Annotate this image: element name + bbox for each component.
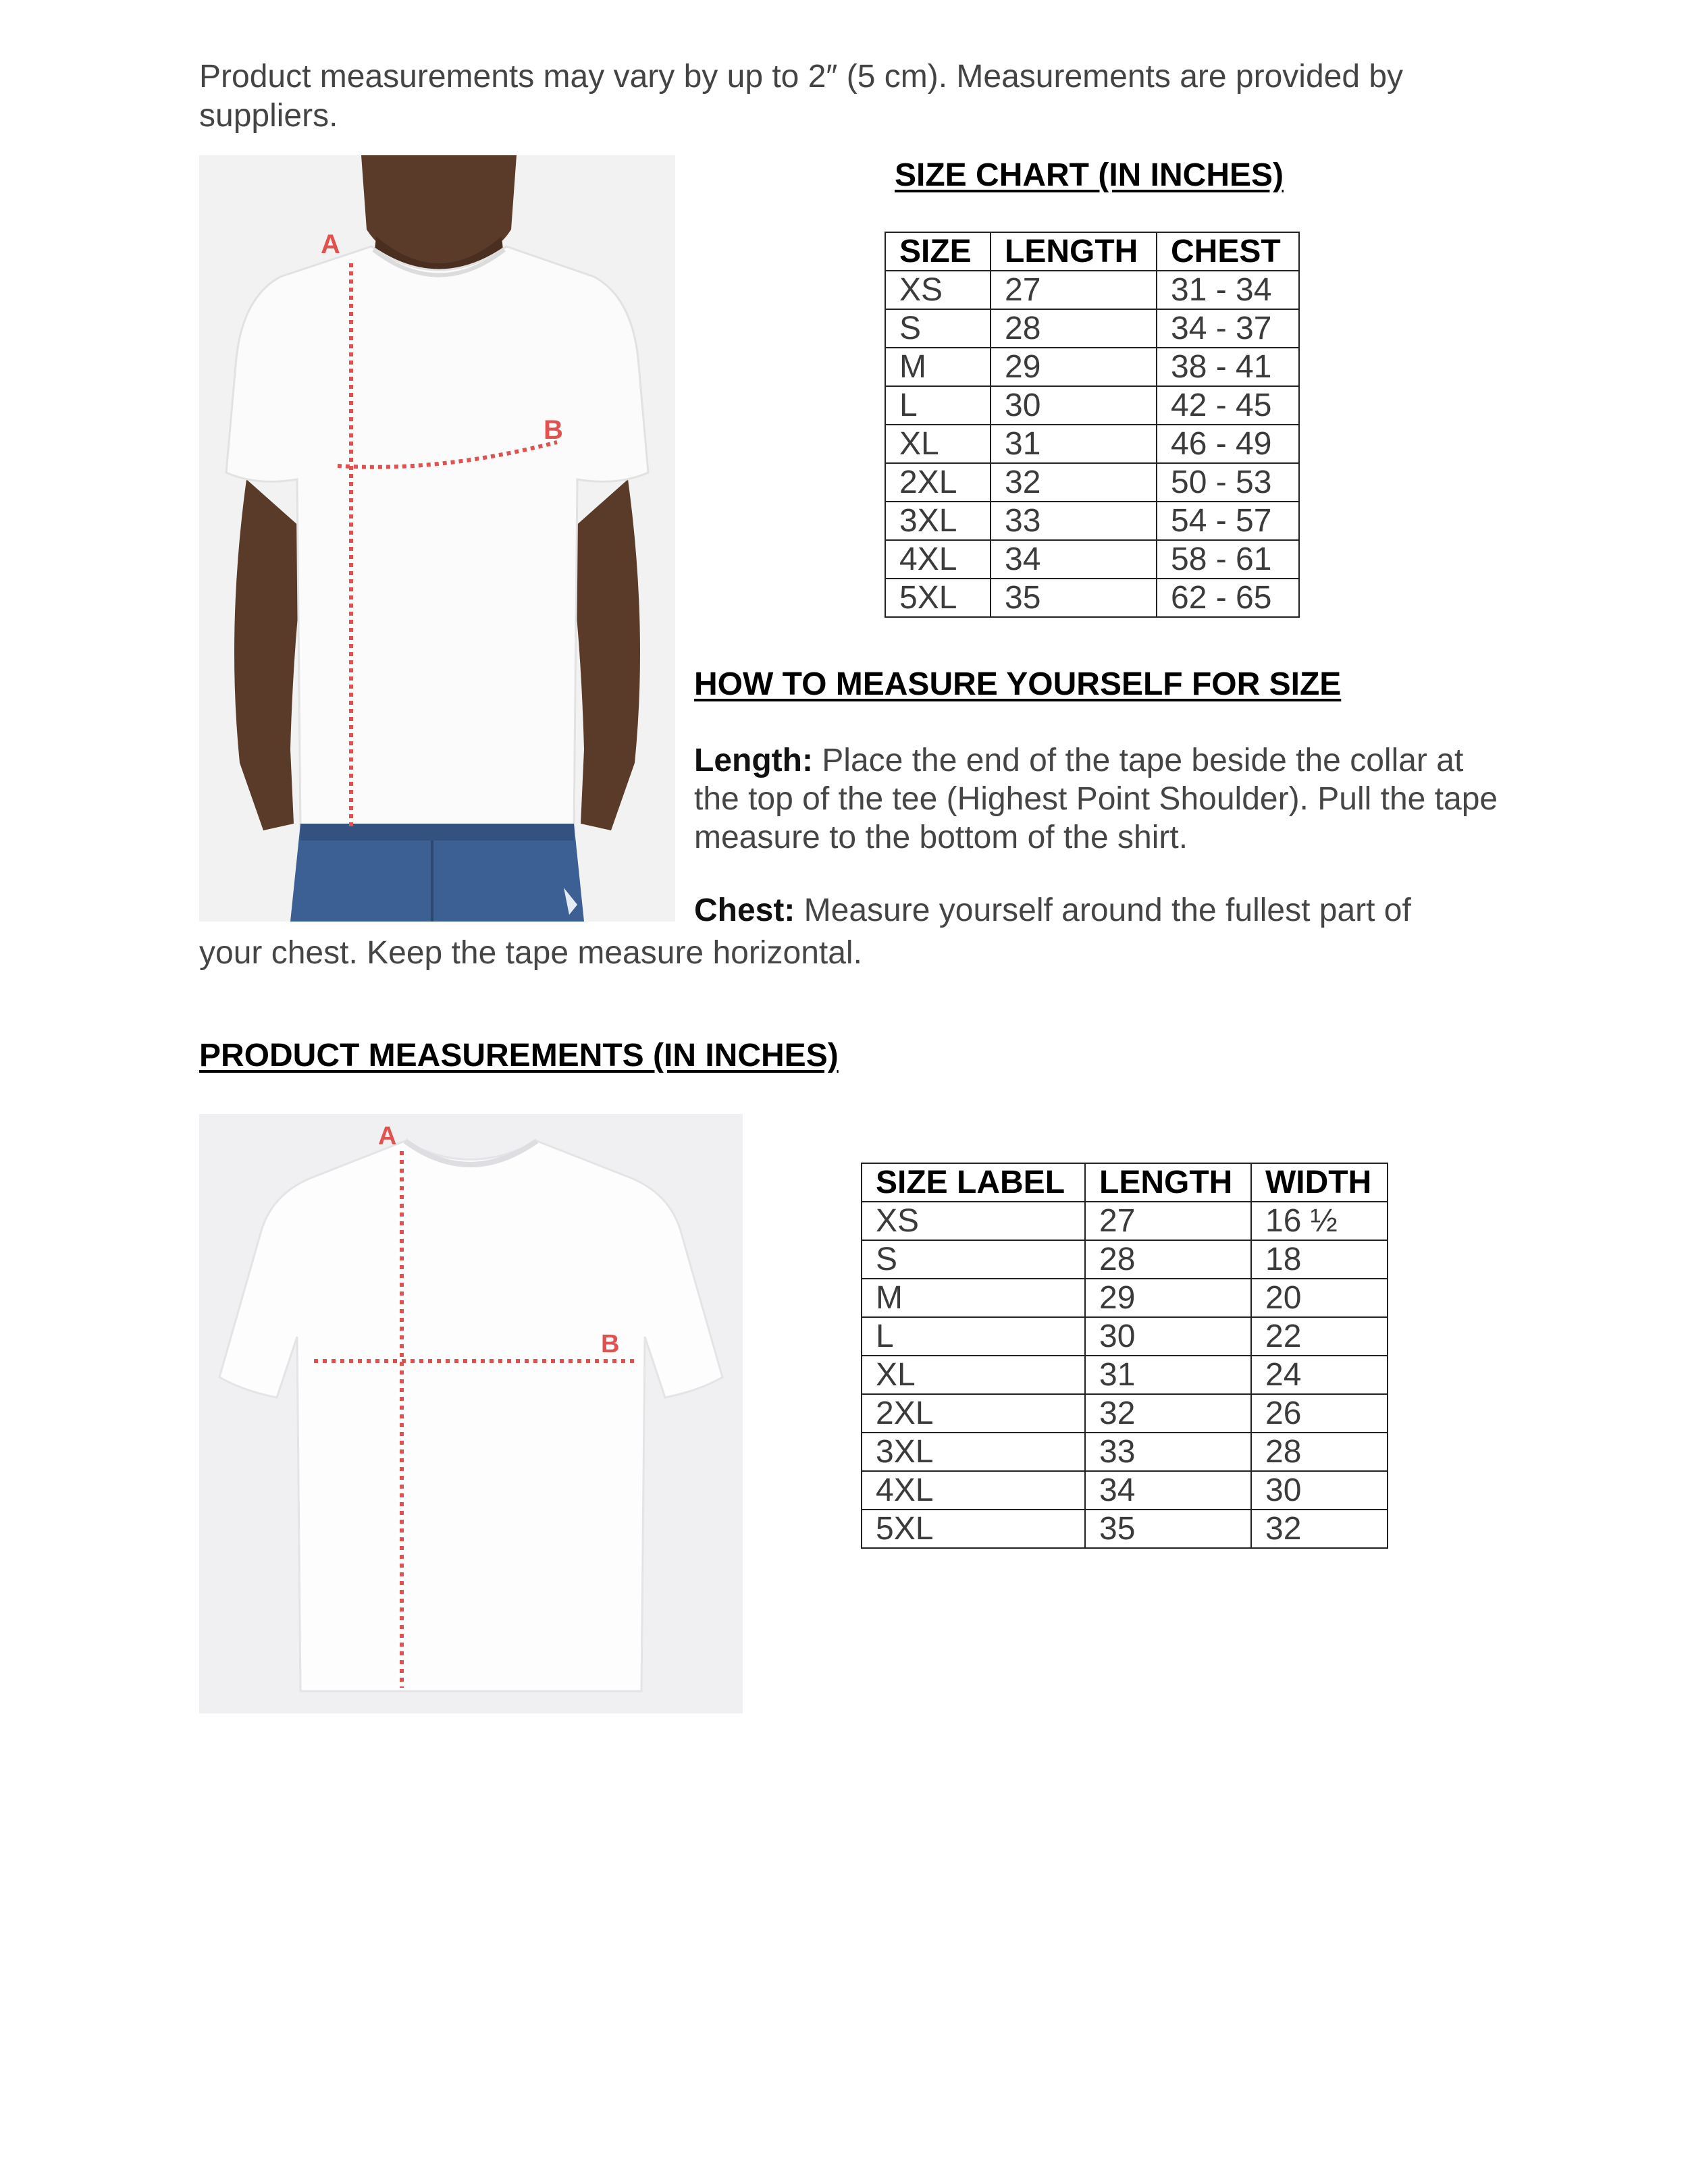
table-cell: M [862, 1279, 1085, 1317]
table-row [885, 348, 1299, 386]
table-cell: 30 [1251, 1471, 1388, 1510]
table-cell: XS [885, 271, 991, 309]
length-label: Length: [694, 743, 813, 778]
table-row [885, 386, 1299, 425]
header-cell: SIZE [885, 232, 991, 271]
table-row [885, 425, 1299, 463]
table-cell: 38 - 41 [1157, 348, 1299, 386]
table-cell: XL [885, 425, 991, 463]
table-row [862, 1202, 1388, 1240]
marker-a-label-flat: A [378, 1122, 397, 1150]
table-cell: 35 [1085, 1510, 1251, 1548]
table-row [885, 463, 1299, 502]
size-chart-table [885, 232, 1300, 618]
table-cell: 24 [1251, 1356, 1388, 1394]
table-cell: 3XL [862, 1433, 1085, 1471]
size-chart-title: SIZE CHART (IN INCHES) [895, 157, 1284, 193]
header-cell: LENGTH [1085, 1163, 1251, 1202]
table-row [862, 1240, 1388, 1279]
length-text: Place the end of the tape beside the collar at the top of the tee (Highest Point Shoulder). Pull the tape measure to the bottom of the shirt. [694, 743, 1498, 855]
table-cell: 32 [1085, 1394, 1251, 1433]
table-row [862, 1317, 1388, 1356]
marker-b-label: B [544, 415, 563, 445]
product-measurements-title: PRODUCT MEASUREMENTS (IN INCHES) [199, 1038, 839, 1073]
table-cell: 26 [1251, 1394, 1388, 1433]
table-cell: 34 [1085, 1471, 1251, 1510]
table-row [862, 1433, 1388, 1471]
chest-label: Chest: [694, 893, 795, 928]
table-cell: 20 [1251, 1279, 1388, 1317]
chest-instruction [694, 891, 1538, 930]
table-cell: 54 - 57 [1157, 502, 1299, 540]
model-photo [199, 155, 675, 922]
table-cell: 50 - 53 [1157, 463, 1299, 502]
table-cell: M [885, 348, 991, 386]
chest-instruction-cont: your chest. Keep the tape measure horizontal. [199, 935, 862, 971]
table-cell: 28 [1251, 1433, 1388, 1471]
table-cell: 46 - 49 [1157, 425, 1299, 463]
table-cell: 27 [1085, 1202, 1251, 1240]
table-row [862, 1394, 1388, 1433]
table-row [885, 271, 1299, 309]
table-row [885, 579, 1299, 617]
table-cell: 31 [991, 425, 1157, 463]
marker-a-label: A [321, 230, 340, 259]
table-cell: 33 [1085, 1433, 1251, 1471]
table-cell: XS [862, 1202, 1085, 1240]
table-row [885, 540, 1299, 579]
chest-text: Measure yourself around the fullest part of [795, 893, 1411, 928]
table-cell: 3XL [885, 502, 991, 540]
header-cell: CHEST [1157, 232, 1299, 271]
table-cell: 33 [991, 502, 1157, 540]
table-cell: 29 [991, 348, 1157, 386]
table-cell: 16 ½ [1251, 1202, 1388, 1240]
product-measurements-table-wrap [861, 1163, 1388, 1549]
table-cell: 2XL [862, 1394, 1085, 1433]
table-cell: 29 [1085, 1279, 1251, 1317]
table-cell: 58 - 61 [1157, 540, 1299, 579]
table-cell: 42 - 45 [1157, 386, 1299, 425]
table-cell: 28 [1085, 1240, 1251, 1279]
table-cell: 28 [991, 309, 1157, 348]
table-cell: 34 [991, 540, 1157, 579]
size-chart-table-wrap [885, 232, 1300, 618]
size-chart-header-row [885, 232, 1299, 271]
table-cell: S [862, 1240, 1085, 1279]
tshirt-diagram [199, 1114, 743, 1713]
table-row [885, 502, 1299, 540]
table-cell: L [862, 1317, 1085, 1356]
table-row [862, 1510, 1388, 1548]
table-row [862, 1471, 1388, 1510]
table-row [862, 1356, 1388, 1394]
marker-b-label-flat: B [601, 1330, 620, 1358]
table-cell: S [885, 309, 991, 348]
table-cell: 22 [1251, 1317, 1388, 1356]
table-cell: 31 [1085, 1356, 1251, 1394]
table-cell: 5XL [862, 1510, 1085, 1548]
table-cell: 32 [1251, 1510, 1388, 1548]
table-cell: 32 [991, 463, 1157, 502]
table-cell: 34 - 37 [1157, 309, 1299, 348]
table-cell: 62 - 65 [1157, 579, 1299, 617]
table-cell: 27 [991, 271, 1157, 309]
table-row [885, 309, 1299, 348]
table-cell: L [885, 386, 991, 425]
product-header-row [862, 1163, 1388, 1202]
table-cell: 5XL [885, 579, 991, 617]
table-cell: 4XL [885, 540, 991, 579]
table-cell: 35 [991, 579, 1157, 617]
header-cell: LENGTH [991, 232, 1157, 271]
table-row [862, 1279, 1388, 1317]
table-cell: 2XL [885, 463, 991, 502]
table-cell: 31 - 34 [1157, 271, 1299, 309]
table-cell: 30 [991, 386, 1157, 425]
table-cell: 30 [1085, 1317, 1251, 1356]
product-measurements-table [861, 1163, 1388, 1549]
how-to-title: HOW TO MEASURE YOURSELF FOR SIZE [694, 666, 1342, 702]
length-instruction [694, 741, 1504, 857]
table-cell: 4XL [862, 1471, 1085, 1510]
header-cell: WIDTH [1251, 1163, 1388, 1202]
header-cell: SIZE LABEL [862, 1163, 1085, 1202]
intro-note: Product measurements may vary by up to 2″ (5 cm). Measurements are provided by suppliers. [199, 59, 1404, 134]
table-cell: 18 [1251, 1240, 1388, 1279]
table-cell: XL [862, 1356, 1085, 1394]
